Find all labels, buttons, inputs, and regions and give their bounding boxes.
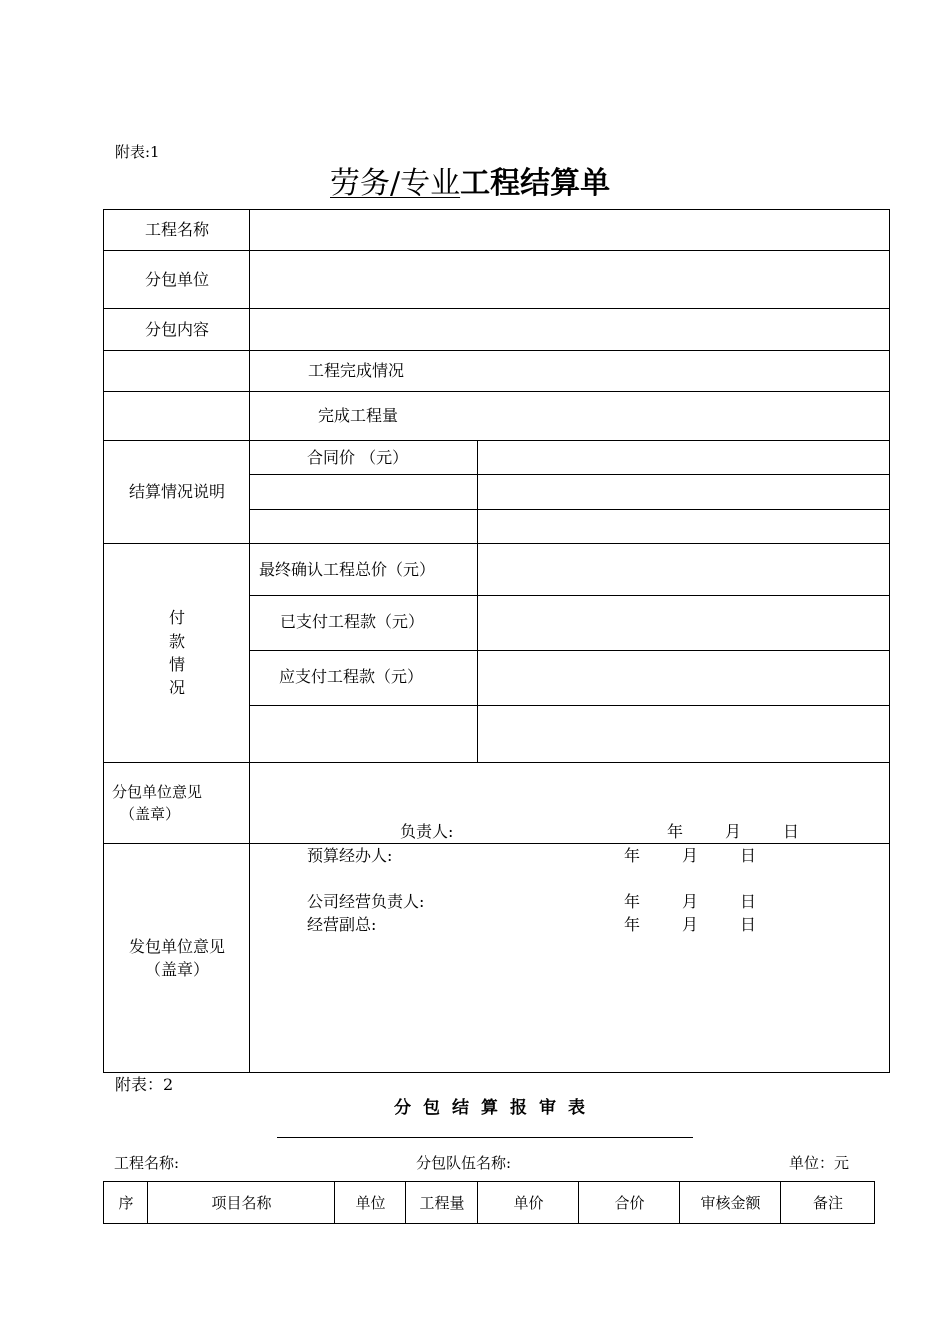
label-sub-content: 分包内容 (144, 320, 209, 339)
form2-project-name: 工程名称: (114, 1154, 180, 1172)
label-completion-status: 工程完成情况 (308, 361, 405, 380)
col-quantity: 工程量 (419, 1194, 465, 1212)
col-seq: 序 (118, 1194, 134, 1212)
date-year-3: 年 (624, 892, 641, 911)
label-payment-3: 情 (168, 655, 185, 674)
form1-title-underlined: 劳务/专业 (330, 166, 461, 201)
label-subcontractor: 分包单位 (144, 270, 209, 289)
label-payable-amount: 应支付工程款（元） (279, 667, 424, 686)
label-sub-opinion: 分包单位意见 (112, 783, 203, 801)
form1-title-bold: 工程结算单 (460, 166, 611, 201)
label-budget-handler: 预算经办人: (307, 846, 393, 865)
label-paid-amount: 已支付工程款（元） (280, 612, 425, 631)
col-audit-amount: 审核金额 (700, 1194, 761, 1212)
date-month-3: 月 (682, 892, 699, 911)
date-day-2: 日 (740, 846, 757, 865)
label-project-name: 工程名称 (144, 220, 209, 239)
date-day-4: 日 (740, 915, 757, 934)
form1-label: 附表:1 (115, 143, 160, 161)
form2-title: 分包结算报审表 (394, 1098, 597, 1118)
col-item-name: 项目名称 (211, 1194, 272, 1212)
form2-title-rule (277, 1137, 693, 1138)
date-day-3: 日 (740, 892, 757, 911)
label-completed-quantity: 完成工程量 (318, 406, 399, 425)
col-unit-price: 单价 (513, 1194, 544, 1212)
date-month-1: 月 (725, 822, 742, 841)
form2-label: 附表：2 (115, 1075, 174, 1094)
label-contractor-opinion: 发包单位意见 (128, 937, 225, 956)
date-month-2: 月 (682, 846, 699, 865)
label-sub-seal: （盖章） (120, 805, 181, 823)
label-final-total: 最终确认工程总价（元） (259, 560, 436, 579)
label-deputy-gm: 经营副总: (307, 915, 377, 934)
form1-title (330, 166, 610, 202)
date-year-4: 年 (624, 915, 641, 934)
date-month-4: 月 (682, 915, 699, 934)
label-payment-1: 付 (168, 608, 185, 627)
label-contractor-seal: （盖章） (144, 960, 209, 979)
date-day-1: 日 (783, 822, 800, 841)
col-unit: 单位 (355, 1194, 386, 1212)
label-responsible-person: 负责人: (400, 822, 454, 841)
form2-team-name: 分包队伍名称: (416, 1154, 512, 1172)
col-total-price: 合价 (614, 1194, 645, 1212)
label-contract-price: 合同价 （元） (307, 448, 409, 467)
form2-unit: 单位：元 (789, 1154, 850, 1172)
col-remarks: 备注 (812, 1194, 843, 1212)
label-payment-2: 款 (168, 632, 185, 651)
label-settlement-desc: 结算情况说明 (128, 482, 225, 501)
date-year-2: 年 (624, 846, 641, 865)
date-year-1: 年 (667, 822, 684, 841)
label-payment-4: 况 (168, 678, 185, 697)
label-company-manager: 公司经营负责人: (307, 892, 425, 911)
